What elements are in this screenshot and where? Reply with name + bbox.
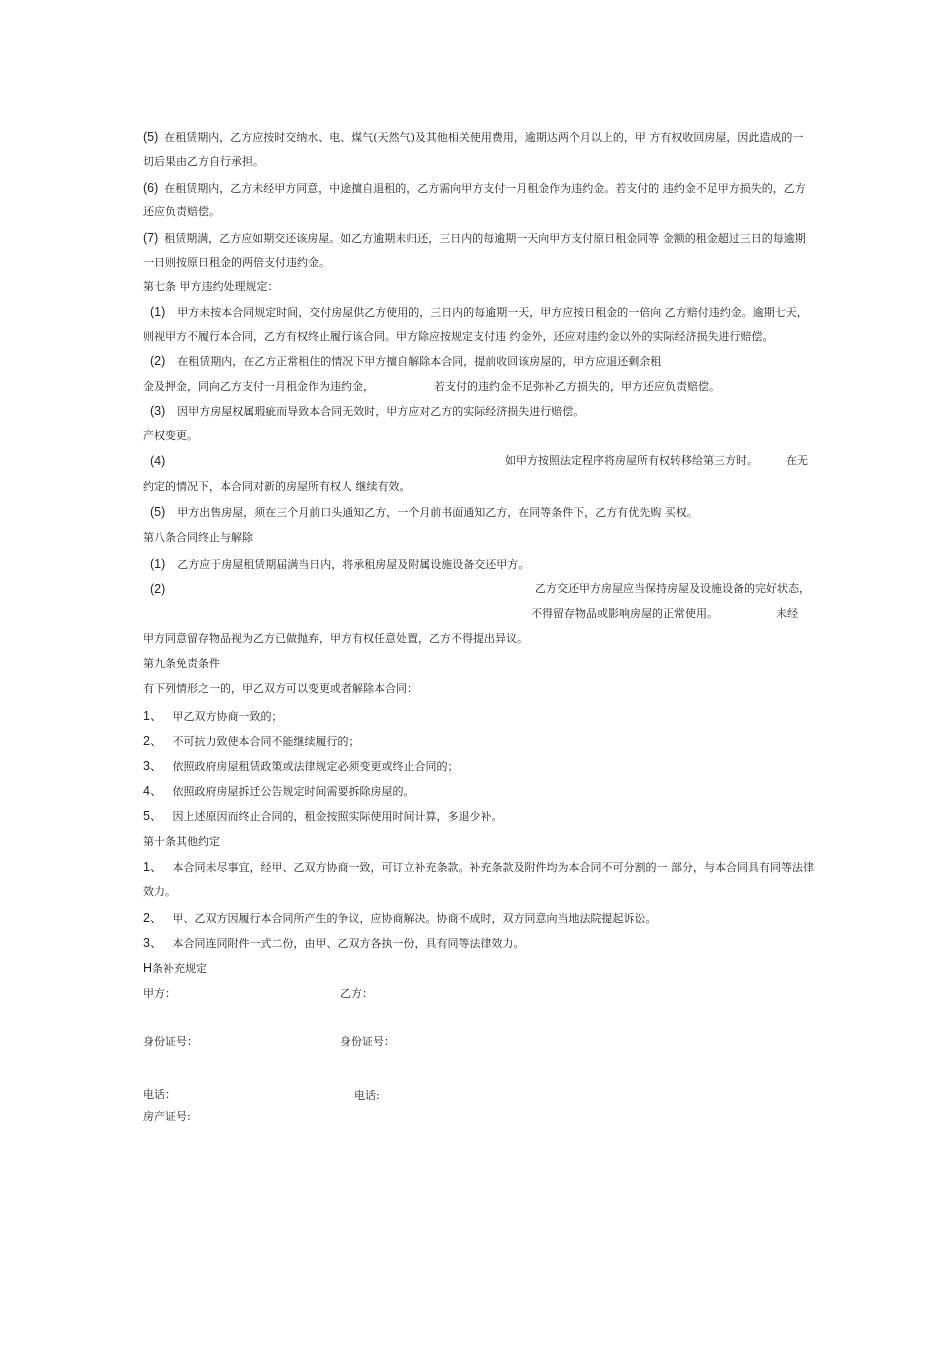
clause-number: (5) [150,505,166,519]
article-10-heading: 第十条其他约定 [143,835,220,848]
clause-a6-line2: 还应负责赔偿。 [143,205,220,218]
clause-b4-middle: 如甲方按照法定程序将房屋所有权转移给第三方时。 [505,454,758,467]
clause-text: 在租赁期内，在乙方正常租住的情况下甲方擅自解除本合同，提前收回该房屋的，甲方应退还剩余租 [177,355,662,368]
party-b-id-label: 身份证号： [340,1035,395,1048]
clause-a5-line2: 切后果由乙方自行承担。 [143,155,264,168]
clause-c2-right2a: 不得留存物品或影响房屋的正常使用。 [531,607,718,620]
clause-b4-right: 在无 [786,454,808,467]
condition-item-4 [143,784,414,799]
party-b-label: 乙方： [340,987,373,1000]
party-a-phone-label: 电话： [143,1088,176,1101]
clause-text: 因甲方房屋权属瑕疵而导致本合同无效时，甲方应对乙方的实际经济损失进行赔偿。 [177,405,585,418]
clause-number: (1) [150,557,166,571]
party-a-label: 甲方： [143,987,176,1000]
condition-item-3 [143,759,458,774]
item-text: 不可抗力致使本合同不能继续履行的； [172,735,360,748]
clause-number: (1) [150,305,166,319]
clause-e2-line1 [143,911,656,926]
clause-c2-right2b: 未经 [776,607,798,620]
clause-b3-line1 [150,404,584,419]
item-number: 2、 [143,911,163,925]
clause-c2-number [150,582,165,597]
item-number: 1、 [143,860,163,874]
clause-b5-line1 [150,505,698,520]
item-text: 本合同未尽事宜，经甲、乙双方协商一致，可订立补充条款。补充条款及附件均为本合同不可分割的一 部分，与本合同具有同等法律 [172,861,814,874]
clause-e1-line2: 效力。 [143,885,176,898]
clause-number: (6) [143,181,159,195]
item-number: 5、 [143,809,163,823]
clause-a6-line1 [143,181,806,196]
item-text: 甲、乙双方因履行本合同所产生的争议，应协商解决。协商不成时，双方同意向当地法院提起诉讼。 [172,912,657,925]
item-text: 依照政府房屋拆迁公告规定时间需要拆除房屋的。 [172,785,415,798]
item-text: 因上述原因而终止合同的，租金按照实际使用时间计算，多退少补。 [172,810,503,823]
property-certificate-label: 房产证号: [143,1110,191,1123]
clause-number: (4) [150,454,166,468]
item-text: 依照政府房屋租赁政策或法律规定必须变更或终止合同的； [172,760,459,773]
clause-a5-line1 [143,130,803,145]
clause-text: 甲方未按本合同规定时间，交付房屋供乙方使用的，三日内的每逾期一天，甲方应按日租金的一倍向 乙方赔付违约金。逾期七天， [177,306,808,319]
clause-c2-line3: 甲方同意留存物品视为乙方已做抛弃，甲方有权任意处置，乙方不得提出异议。 [143,632,528,645]
clause-number: (7) [143,231,159,245]
clause-b-extra: 产权变更。 [143,429,198,442]
item-number: 2、 [143,734,163,748]
clause-e1-line1 [143,860,814,875]
article-11-letter: H [143,961,153,975]
clause-number: (3) [150,404,166,418]
clause-b2-line1 [150,354,661,369]
clause-text: 甲方出售房屋，须在三个月前口头通知乙方，一个月前书面通知乙方，在同等条件下，乙方有优先购 买权。 [177,506,698,519]
clause-c2-right1: 乙方交还甲方房屋应当保持房屋及设施设备的完好状态， [535,582,810,595]
clause-b4-number [150,454,165,469]
article-8-heading: 第八条合同终止与解除 [143,531,253,544]
clause-text: 在租赁期内，乙方应按时交纳水、电、煤气(天然气)及其他相关使用费用，逾期达两个月以上的，甲 方有权收回房屋，因此造成的一 [164,131,804,144]
item-number: 3、 [143,936,163,950]
clause-e3-line1 [143,936,524,951]
article-11-text: 条补充规定 [152,962,208,975]
item-number: 4、 [143,784,163,798]
clause-b2-line2b: 若支付的违约金不足弥补乙方损失的，甲方还应负责赔偿。 [434,380,720,393]
clause-a7-line2: 一日则按原日租金的两倍支付违约金。 [143,256,330,269]
clause-b2-line2a: 金及押金，同向乙方支付一月租金作为违约金， [143,380,374,393]
clause-a7-line1 [143,231,806,246]
item-number: 3、 [143,759,163,773]
clause-text: 租赁期满，乙方应如期交还该房屋。如乙方逾期未归还，三日内的每逾期一天向甲方支付原日租金同等 金额的租金超过三日的每逾期 [164,232,806,245]
clause-number: (5) [143,130,159,144]
item-text: 甲乙双方协商一致的； [172,710,283,723]
item-text: 本合同连同附件一式二份，由甲、乙双方各执一份，具有同等法律效力。 [172,937,525,950]
item-number: 1、 [143,709,163,723]
condition-item-2 [143,734,359,749]
article-9-heading: 第九条免责条件 [143,657,220,670]
clause-text: 在租赁期内，乙方未经甲方同意，中途擅自退租的，乙方需向甲方支付一月租金作为违约金。若支付的 违约金不足甲方损失的，乙方 [164,182,806,195]
party-b-phone-label: 电话: [354,1089,380,1102]
condition-item-1 [143,709,282,724]
clause-number: (2) [150,354,166,368]
party-a-id-label: 身份证号： [143,1035,198,1048]
clause-b1-line1 [150,305,808,320]
article-11-heading [143,961,207,976]
clause-b4-line2: 约定的情况下，本合同对新的房屋所有权人 继续有效。 [143,480,411,493]
condition-item-5 [143,809,502,824]
clause-c1-line1 [150,557,529,572]
article-9-intro: 有下列情形之一的，甲乙双方可以变更或者解除本合同： [143,682,418,695]
clause-text: 乙方应于房屋租赁期届满当日内，将承租房屋及附属设施设备交还甲方。 [177,558,530,571]
clause-b1-line2: 则视甲方不履行本合同，乙方有权终止履行该合同。甲方除应按规定支付违 约金外，还应对违约金以外的实际经济损失进行赔偿。 [143,330,774,343]
clause-number: (2) [150,582,166,596]
article-7-heading: 第七条 甲方违约处理规定： [143,280,279,293]
